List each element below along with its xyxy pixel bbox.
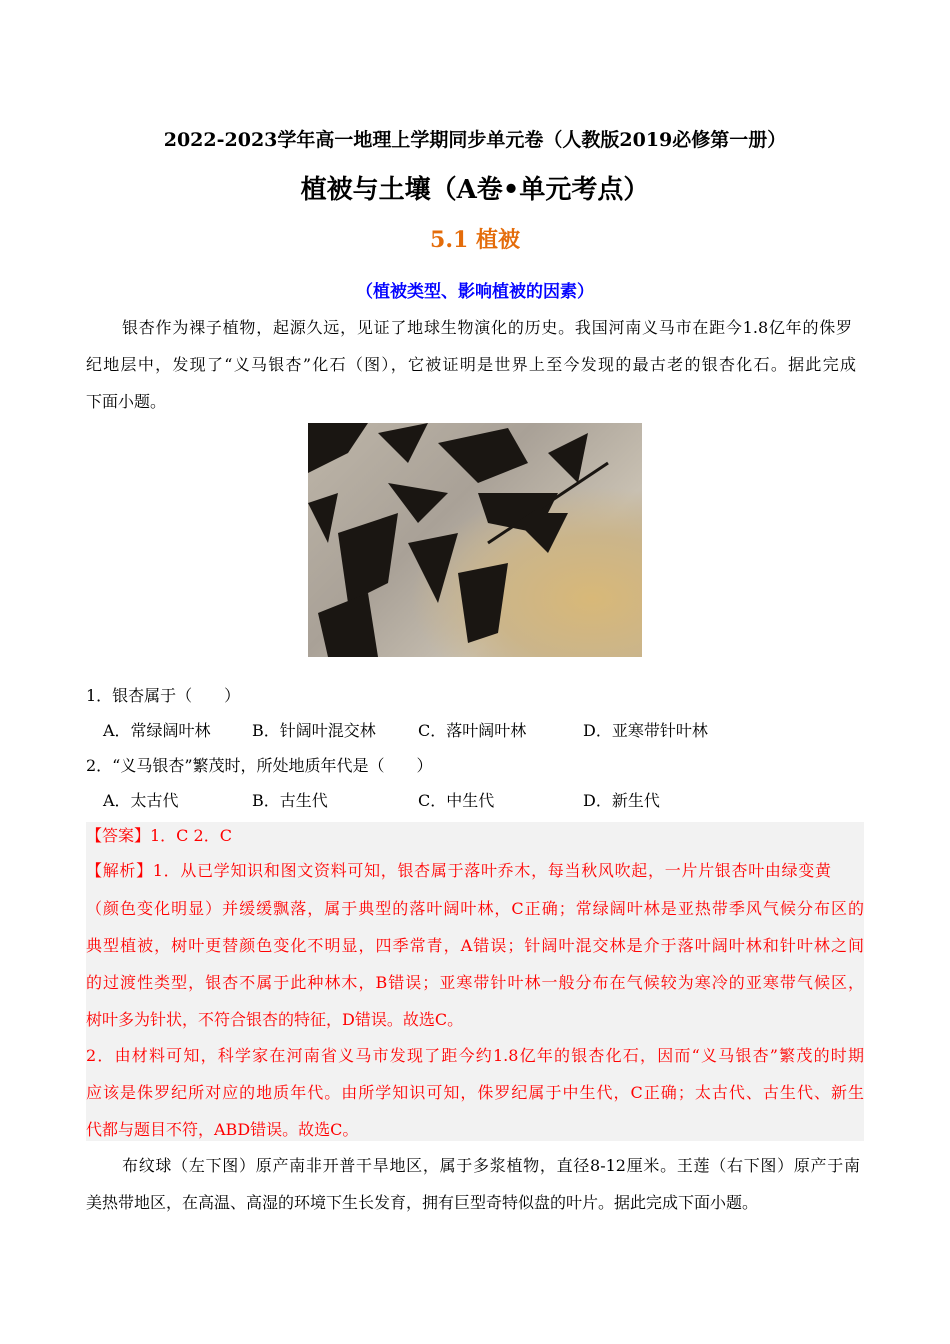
question-2-option-b: B．古生代	[252, 791, 328, 810]
material-line: 纪地层中，发现了“义马银杏”化石（图），它被证明是世界上至今发现的最古老的银杏化石。据此完成	[86, 355, 856, 374]
series-title: 2022-2023学年高一地理上学期同步单元卷（人教版2019必修第一册）	[163, 129, 787, 151]
material-line: 美热带地区，在高温、高湿的环境下生长发育，拥有巨型奇特似盘的叶片。据此完成下面小题。	[86, 1193, 759, 1212]
page-title: 植被与土壤（A卷•单元考点）	[300, 175, 650, 205]
question-1-option-c: C．落叶阔叶林	[418, 721, 527, 740]
analysis-line: 代都与题目不符，ABD错误。故选C。	[86, 1120, 359, 1139]
analysis-line: （颜色变化明显）并缓缓飘落，属于典型的落叶阔叶林，C正确；常绿阔叶林是亚热带季风气候分布区的	[86, 899, 864, 918]
analysis-line: 的过渡性类型，银杏不属于此种林木，B错误；亚寒带针叶林一般分布在气候较为寒冷的亚寒带气候区，	[86, 973, 864, 992]
material-line: 布纹球（左下图）原产南非开普干旱地区，属于多浆植物，直径8-12厘米。王莲（右下图）原产于南	[122, 1156, 860, 1175]
question-1-option-b: B．针阔叶混交林	[252, 721, 376, 740]
question-2-option-a: A．太古代	[103, 791, 179, 810]
analysis-line: 典型植被，树叶更替颜色变化不明显，四季常青，A错误；针阔叶混交林是介于落叶阔叶林和针叶林之间	[86, 936, 864, 955]
question-2-option-d: D．新生代	[583, 791, 660, 810]
question-2-option-c: C．中生代	[418, 791, 495, 810]
ginkgo-fossil-image	[308, 423, 642, 657]
material-line: 下面小题。	[86, 392, 167, 411]
material-line: 银杏作为裸子植物，起源久远，见证了地球生物演化的历史。我国河南义马市在距今1.8亿年的侏罗	[122, 318, 852, 337]
question-1-stem: 1．银杏属于（ ）	[86, 686, 241, 705]
question-1-option-a: A．常绿阔叶林	[103, 721, 211, 740]
analysis-line: 【解析】1．从已学知识和图文资料可知，银杏属于落叶乔木，每当秋风吹起，一片片银杏叶由绿变黄	[86, 861, 831, 880]
section-title: 5.1 植被	[430, 227, 520, 253]
analysis-line: 2．由材料可知，科学家在河南省义马市发现了距今约1.8亿年的银杏化石，因而“义马银杏”繁茂的时期	[86, 1046, 864, 1065]
answer-line: 【答案】1．C 2．C	[86, 826, 232, 845]
analysis-line: 应该是侏罗纪所对应的地质年代。由所学知识可知，侏罗纪属于中生代，C正确；太古代、古生代、新生	[86, 1083, 864, 1102]
analysis-line: 树叶多为针状，不符合银杏的特征，D错误。故选C。	[86, 1010, 464, 1029]
topic-subtitle: （植被类型、影响植被的因素）	[356, 282, 594, 302]
question-2-stem: 2．“义马银杏”繁茂时，所处地质年代是（ ）	[86, 756, 433, 775]
question-1-option-d: D．亚寒带针叶林	[583, 721, 708, 740]
